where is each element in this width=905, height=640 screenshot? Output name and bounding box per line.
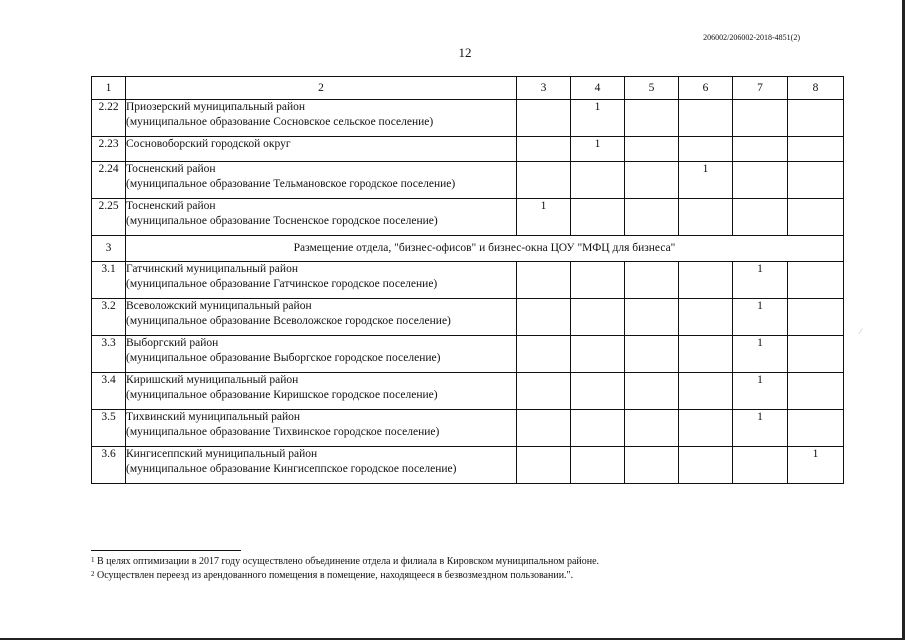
value-cell: 1 (733, 336, 788, 373)
header-cell: 3 (517, 77, 571, 100)
table-row (92, 410, 844, 447)
value-cell (625, 410, 679, 447)
value-cell: 1 (733, 373, 788, 410)
municipality-name: (муниципальное образование Тельмановское городское поселение) (126, 178, 456, 190)
table-row (92, 137, 844, 162)
value-cell (733, 199, 788, 236)
value-cell (517, 100, 571, 137)
row-number: 3.1 (92, 262, 126, 299)
document-id: 206002/206002-2018-4851(2) (703, 33, 800, 42)
row-name (126, 262, 517, 299)
allocation-table (91, 76, 844, 484)
table-row (92, 199, 844, 236)
municipality-name: (муниципальное образование Сосновское сельское поселение) (126, 116, 434, 128)
table-row (92, 373, 844, 410)
district-name: Всеволожский муниципальный район (126, 300, 312, 312)
value-cell (788, 299, 844, 336)
table-row (92, 100, 844, 137)
value-cell (679, 373, 733, 410)
footnote-text: В целях оптимизации в 2017 году осуществлено объединение отдела и филиала в Кировском муниципальном районе. (97, 556, 600, 567)
value-cell (571, 262, 625, 299)
value-cell (517, 447, 571, 484)
value-cell (517, 299, 571, 336)
value-cell: 1 (679, 162, 733, 199)
district-name: Выборгский район (126, 337, 219, 349)
value-cell (733, 447, 788, 484)
value-cell (517, 336, 571, 373)
value-cell (788, 137, 844, 162)
value-cell (571, 336, 625, 373)
value-cell (517, 373, 571, 410)
value-cell: 1 (788, 447, 844, 484)
row-name (126, 137, 517, 162)
section-row (92, 236, 844, 262)
value-cell (517, 262, 571, 299)
row-name (126, 373, 517, 410)
table-row (92, 336, 844, 373)
value-cell: 1 (733, 262, 788, 299)
district-name: Приозерский муниципальный район (126, 101, 306, 113)
value-cell (788, 199, 844, 236)
row-name (126, 447, 517, 484)
value-cell (679, 410, 733, 447)
footnote (91, 556, 599, 568)
row-number: 2.22 (92, 100, 126, 137)
municipality-name: (муниципальное образование Гатчинское городское поселение) (126, 278, 438, 290)
value-cell (679, 336, 733, 373)
value-cell (571, 373, 625, 410)
row-name (126, 336, 517, 373)
value-cell: 1 (733, 299, 788, 336)
footnote-separator (91, 550, 241, 551)
value-cell (571, 299, 625, 336)
row-name (126, 199, 517, 236)
value-cell: 1 (571, 100, 625, 137)
header-cell: 8 (788, 77, 844, 100)
table-row (92, 262, 844, 299)
row-number: 2.23 (92, 137, 126, 162)
value-cell (571, 447, 625, 484)
value-cell (733, 100, 788, 137)
value-cell (788, 262, 844, 299)
value-cell (788, 100, 844, 137)
footnote-mark: 1 (91, 556, 95, 564)
municipality-name: (муниципальное образование Тосненское городское поселение) (126, 215, 438, 227)
value-cell (679, 299, 733, 336)
row-number: 3.4 (92, 373, 126, 410)
value-cell: 1 (571, 137, 625, 162)
table-row (92, 162, 844, 199)
row-name (126, 162, 517, 199)
header-cell: 7 (733, 77, 788, 100)
scan-artifact: ⁄ (860, 327, 862, 336)
row-name (126, 299, 517, 336)
value-cell (625, 336, 679, 373)
value-cell (788, 410, 844, 447)
section-title: Размещение отдела, "бизнес-офисов" и бизнес-окна ЦОУ "МФЦ для бизнеса" (126, 236, 844, 262)
district-name: Тихвинский муниципальный район (126, 411, 301, 423)
footnote-text: Осуществлен переезд из арендованного помещения в помещение, находящееся в безвозмездном пользовании.". (97, 570, 574, 581)
footnote (91, 570, 573, 582)
value-cell (788, 162, 844, 199)
header-cell: 5 (625, 77, 679, 100)
value-cell (788, 373, 844, 410)
value-cell (625, 373, 679, 410)
value-cell (625, 162, 679, 199)
value-cell (679, 262, 733, 299)
value-cell (571, 162, 625, 199)
value-cell (625, 199, 679, 236)
row-number: 3.2 (92, 299, 126, 336)
value-cell (625, 447, 679, 484)
table-row (92, 447, 844, 484)
value-cell (679, 100, 733, 137)
value-cell: 1 (733, 410, 788, 447)
value-cell (517, 162, 571, 199)
table-header-row (92, 77, 844, 100)
row-name (126, 410, 517, 447)
row-number: 2.24 (92, 162, 126, 199)
district-name: Кингисеппский муниципальный район (126, 448, 318, 460)
value-cell (788, 336, 844, 373)
section-number: 3 (92, 236, 126, 262)
header-cell: 4 (571, 77, 625, 100)
header-cell: 6 (679, 77, 733, 100)
value-cell (625, 100, 679, 137)
municipality-name: (муниципальное образование Выборгское городское поселение) (126, 352, 441, 364)
value-cell (679, 199, 733, 236)
value-cell (571, 410, 625, 447)
municipality-name: (муниципальное образование Всеволожское городское поселение) (126, 315, 451, 327)
district-name: Киришский муниципальный район (126, 374, 299, 386)
row-number: 3.3 (92, 336, 126, 373)
value-cell (625, 137, 679, 162)
header-cell: 1 (92, 77, 126, 100)
value-cell (733, 137, 788, 162)
value-cell: 1 (517, 199, 571, 236)
municipality-name: (муниципальное образование Кингисеппское городское поселение) (126, 463, 457, 475)
row-number: 2.25 (92, 199, 126, 236)
municipality-name: (муниципальное образование Тихвинское городское поселение) (126, 426, 440, 438)
value-cell (625, 262, 679, 299)
value-cell (679, 137, 733, 162)
value-cell (517, 137, 571, 162)
row-number: 3.6 (92, 447, 126, 484)
district-name: Тосненский район (126, 163, 216, 175)
value-cell (625, 299, 679, 336)
district-name: Сосновоборский городской округ (126, 138, 291, 150)
footnote-mark: 2 (91, 570, 95, 578)
value-cell (733, 162, 788, 199)
row-number: 3.5 (92, 410, 126, 447)
value-cell (517, 410, 571, 447)
page-number: 12 (458, 45, 472, 60)
value-cell (571, 199, 625, 236)
district-name: Гатчинский муниципальный район (126, 263, 298, 275)
district-name: Тосненский район (126, 200, 216, 212)
row-name (126, 100, 517, 137)
table-row (92, 299, 844, 336)
header-cell: 2 (126, 77, 517, 100)
municipality-name: (муниципальное образование Киришское городское поселение) (126, 389, 438, 401)
value-cell (679, 447, 733, 484)
